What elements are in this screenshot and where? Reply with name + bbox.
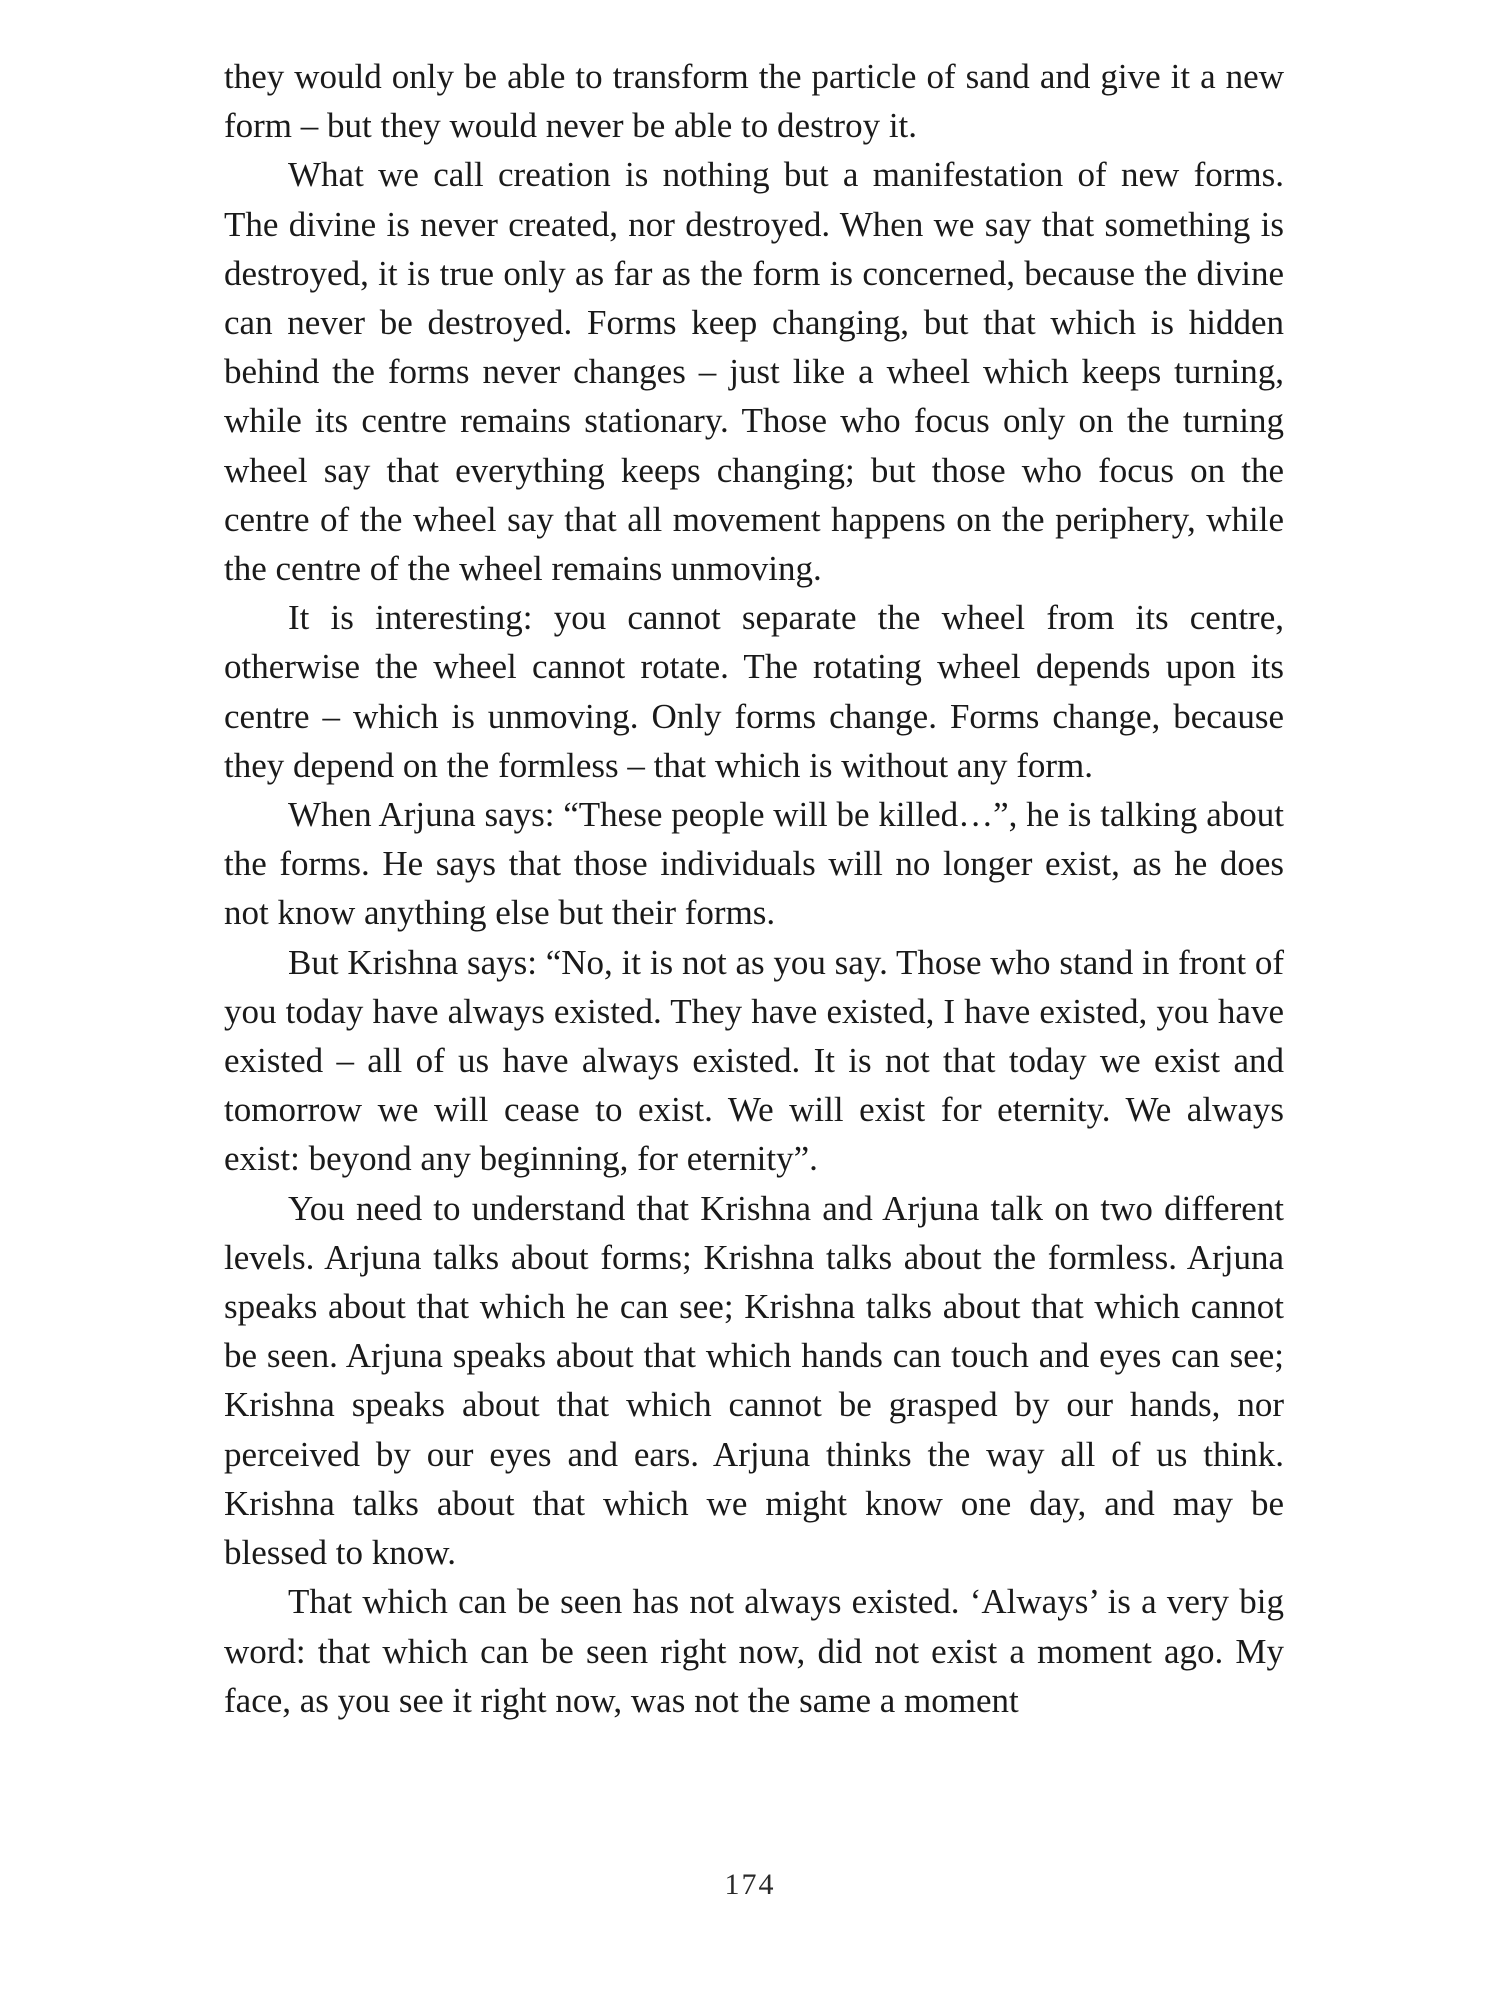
body-text (224, 52, 1284, 1725)
paragraph-6: You need to understand that Krishna and Arjuna talk on two different levels. Arjuna talks about forms; Krishna talks about the formless. Arjuna speaks about that which he can see; Krishna talks about that which cannot be seen. Arjuna speaks about that which hands can touch and eyes can see; Krishna speaks about that which cannot be grasped by our hands, nor perceived by our eyes and ears. Arjuna thinks the way all of us think. Krishna talks about that which we might know one day, and may be blessed to know. (224, 1188, 1284, 1573)
paragraph-3: It is interesting: you cannot separate the wheel from its centre, otherwise the wheel cannot rotate. The rotating wheel depends upon its centre – which is unmoving. Only forms change. Forms change, because they depend on the formless – that which is without any form. (224, 598, 1284, 785)
paragraph-4: When Arjuna says: “These people will be killed…”, he is talking about the forms. He says that those individuals will no longer exist, as he does not know anything else but their forms. (224, 795, 1284, 933)
page-number: 174 (724, 1868, 776, 1901)
paragraph-5: But Krishna says: “No, it is not as you say. Those who stand in front of you today have always existed. They have existed, I have existed, you have existed – all of us have always existed. It is not that today we exist and tomorrow we will cease to exist. We will exist for eternity. We always exist: beyond any beginning, for eternity”. (224, 942, 1284, 1179)
paragraph-2: What we call creation is nothing but a manifestation of new forms. The divine is never created, nor destroyed. When we say that something is destroyed, it is true only as far as the form is concerned, because the divine can never be destroyed. Forms keep changing, but that which is hidden behind the forms never changes – just like a wheel which keeps turning, while its centre remains stationary. Those who focus only on the turning wheel say that everything keeps changing; but those who focus on the centre of the wheel say that all movement happens on the periphery, while the centre of the wheel remains unmoving. (224, 155, 1284, 589)
paragraph-7: That which can be seen has not always existed. ‘Always’ is a very big word: that which can be seen right now, did not exist a moment ago. My face, as you see it right now, was not the same a moment (224, 1582, 1284, 1720)
paragraph-1: they would only be able to transform the particle of sand and give it a new form – but they would never be able to destroy it. (224, 57, 1284, 146)
